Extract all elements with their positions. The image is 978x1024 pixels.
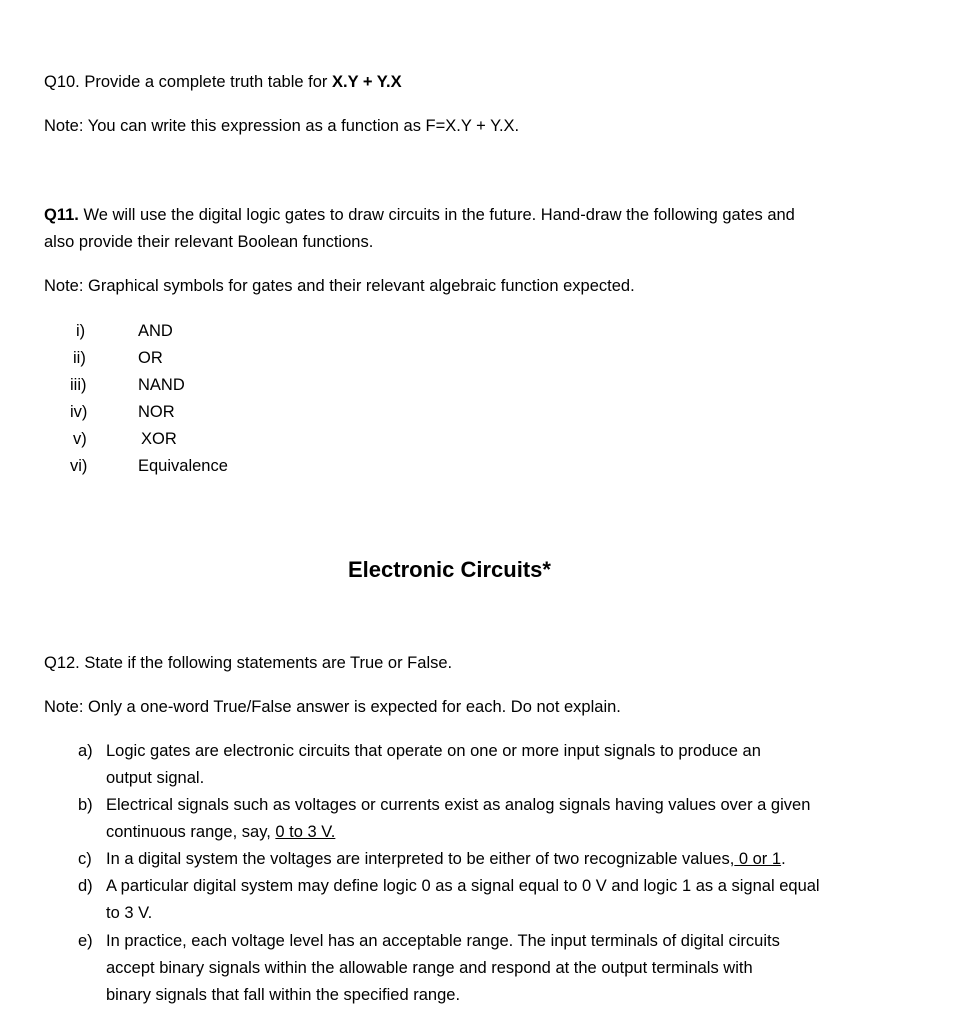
statement-line: In practice, each voltage level has an acceptable range. The input terminals of digital circuits [106, 932, 780, 950]
statement-line: binary signals that fall within the specified range. [106, 986, 461, 1004]
statement-label: c) [78, 850, 92, 868]
statement-label: e) [78, 932, 93, 950]
statement-line: output signal. [106, 769, 205, 787]
q10-note: Note: You can write this expression as a function as F=X.Y + Y.X. [44, 117, 520, 135]
section-heading: Electronic Circuits* [348, 557, 551, 582]
q11-note: Note: Graphical symbols for gates and their relevant algebraic function expected. [44, 277, 635, 295]
q10-prefix: Q10. Provide a complete truth table for [44, 73, 332, 91]
q11-label: Q11. [44, 206, 79, 224]
list-number: iv) [70, 403, 88, 421]
statement-text [106, 928, 780, 1009]
gate-name: OR [138, 349, 163, 367]
list-number: ii) [73, 349, 86, 367]
statement-fragment: continuous range, say, [106, 823, 276, 841]
gate-name: XOR [141, 430, 177, 448]
statement-fragment: In a digital system the voltages are interpreted to be either of two recognizable values, [106, 850, 735, 868]
q10-expression: X.Y + Y.X [332, 73, 402, 91]
statement-line: Logic gates are electronic circuits that operate on one or more input signals to produce an [106, 742, 761, 760]
statement-line [106, 819, 810, 846]
list-number: i) [76, 322, 86, 340]
underlined-value: 0 or 1 [734, 850, 782, 868]
q12-question: Q12. State if the following statements are True or False. [44, 654, 453, 672]
statement-text [106, 873, 820, 927]
statement-line: to 3 V. [106, 904, 153, 922]
q11-question-line1 [44, 206, 795, 225]
list-number: v) [73, 430, 87, 448]
q10-question [44, 73, 402, 92]
statement-line: accept binary signals within the allowable range and respond at the output terminals with [106, 959, 753, 977]
list-number: vi) [70, 457, 88, 475]
statement-label: b) [78, 796, 93, 814]
statement-text [106, 846, 786, 873]
statement-label: a) [78, 742, 93, 760]
gate-name: Equivalence [138, 457, 228, 475]
underlined-value: 0 to 3 V. [275, 823, 336, 841]
statement-text [106, 792, 810, 846]
q12-note: Note: Only a one-word True/False answer is expected for each. Do not explain. [44, 698, 621, 716]
statement-label: d) [78, 877, 93, 895]
gate-name: NOR [138, 403, 175, 421]
gate-name: NAND [138, 376, 185, 394]
list-number: iii) [70, 376, 87, 394]
statement-line: A particular digital system may define logic 0 as a signal equal to 0 V and logic 1 as a signal equal [106, 877, 820, 895]
q11-text-line2: also provide their relevant Boolean functions. [44, 233, 374, 251]
q11-text-line1: We will use the digital logic gates to draw circuits in the future. Hand-draw the following gates and [78, 206, 795, 224]
gate-name: AND [138, 322, 173, 340]
statement-line [106, 846, 786, 873]
statement-fragment: . [781, 850, 786, 868]
statement-line: Electrical signals such as voltages or currents exist as analog signals having values over a given [106, 796, 811, 814]
statement-text [106, 738, 761, 792]
